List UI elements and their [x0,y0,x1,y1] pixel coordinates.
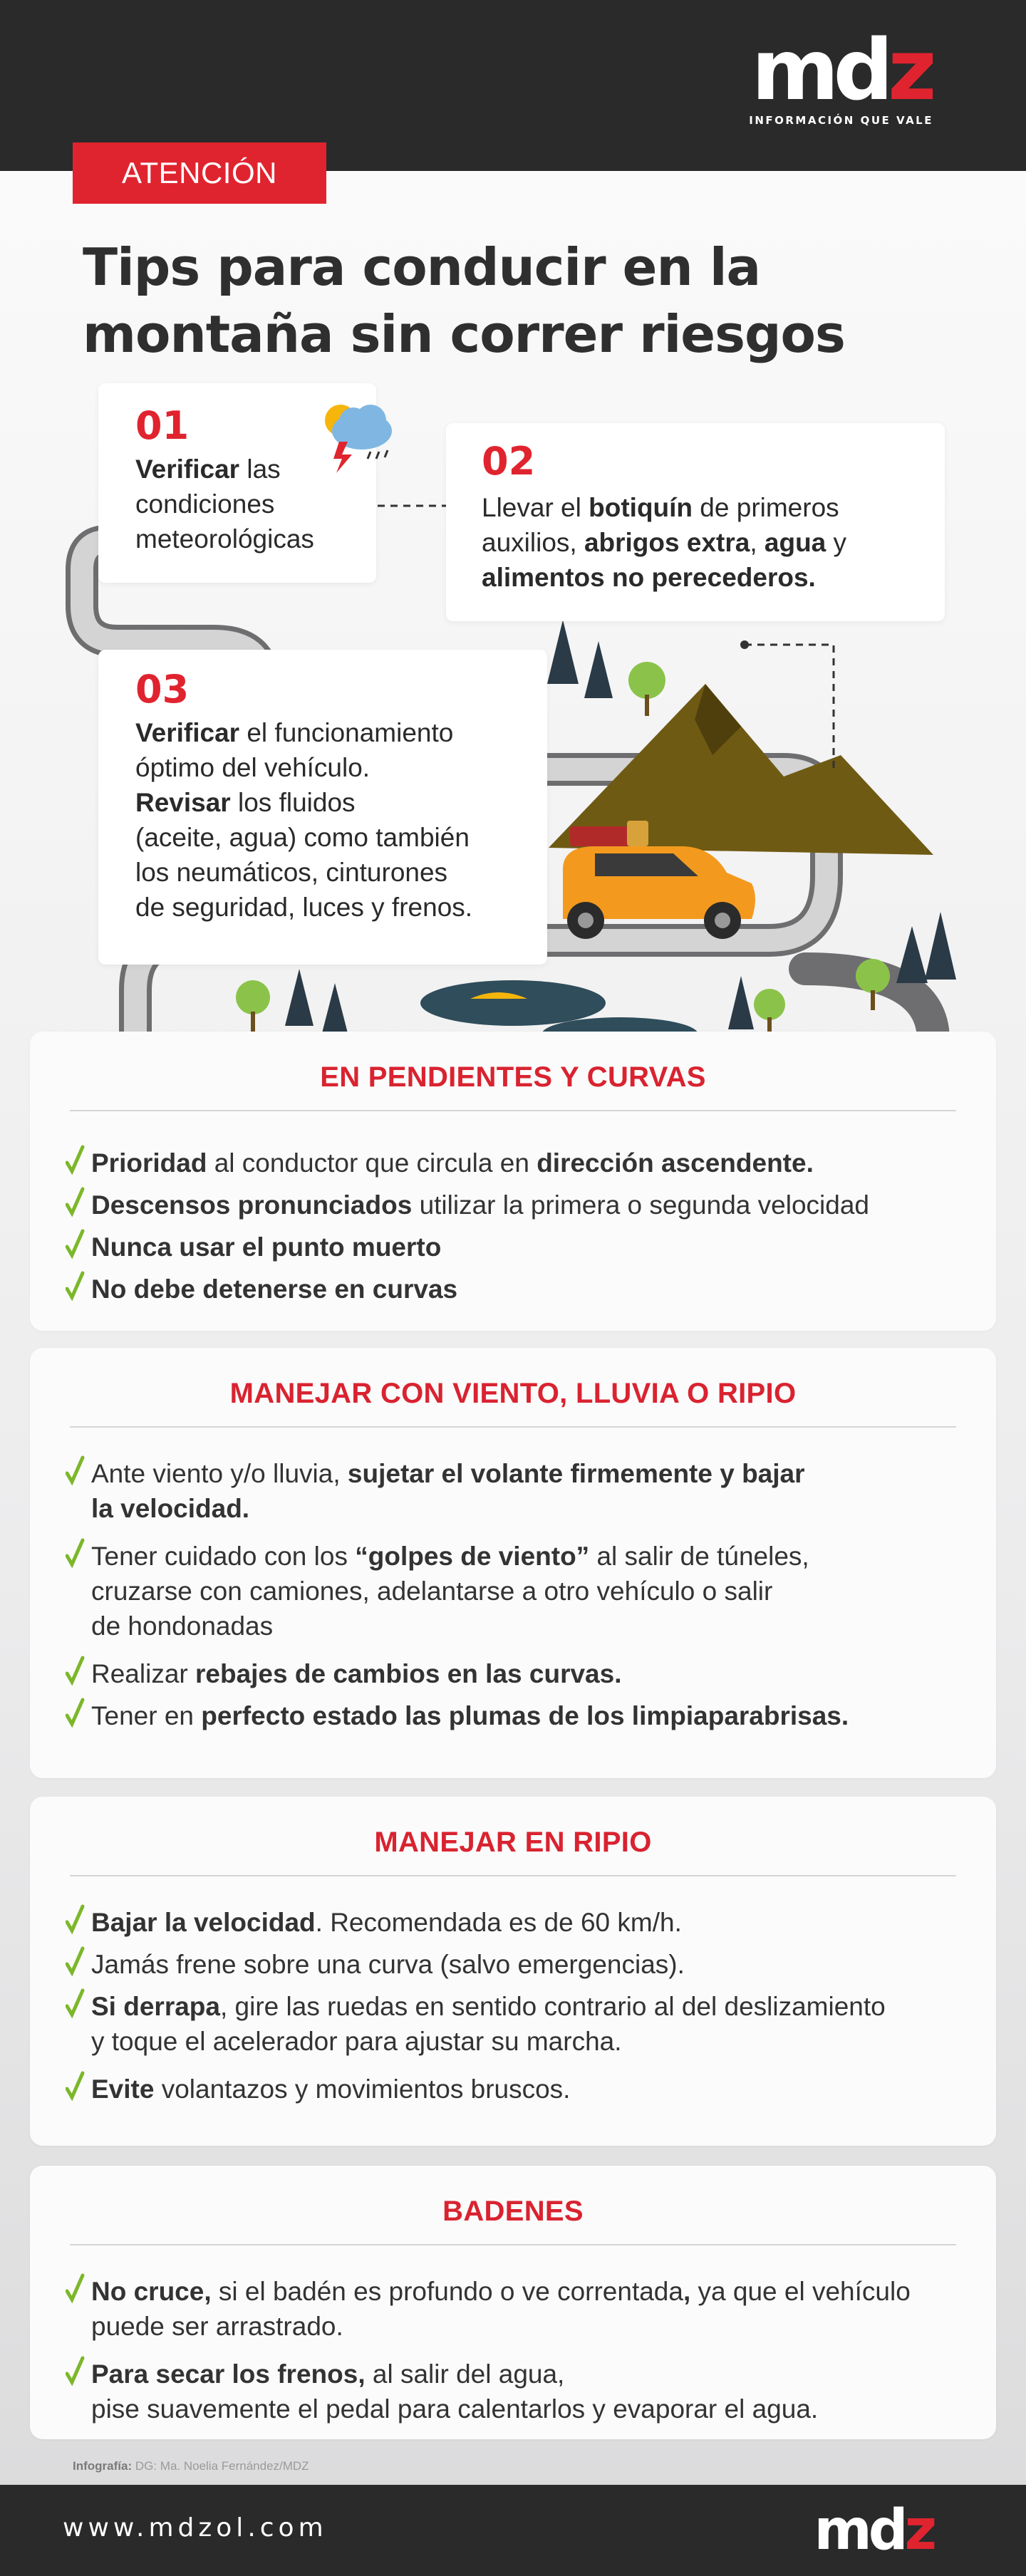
tip-span: los fluidos [230,788,356,817]
footer-bar [0,2485,1026,2576]
list-item-line [91,1989,975,2024]
section-list [66,2274,975,2439]
section-list [66,1146,975,1314]
logo-md: md [751,21,888,119]
tip-span: y [826,528,847,557]
tip-line: óptimo del vehículo. [135,753,370,782]
list-item-line [91,1188,975,1222]
tip-line: de seguridad, luces y frenos. [135,893,473,922]
checkmark-icon [66,1944,86,1980]
tip-bold: abrigos extra [584,528,750,557]
connector-dot [740,640,749,649]
checkmark-icon [66,1695,86,1731]
section-title: EN PENDIENTES Y CURVAS [320,1061,706,1093]
list-item-line [91,2357,975,2391]
bold-text: Nunca usar el punto muerto [91,1232,442,1262]
logo-tagline: INFORMACIÓN QUE VALE [749,114,933,127]
tip-bold: alimentos no perecederos. [482,563,816,592]
section-list [66,1905,975,2114]
tip-line [135,715,542,750]
tip-line [482,560,931,595]
text-span: al salir de túneles, [589,1542,809,1571]
footer-mdz-logo[interactable] [814,2500,933,2560]
list-item [66,2072,975,2107]
logo-wordmark [749,21,933,119]
list-item-line [91,1656,975,1691]
list-item-line [91,1230,975,1264]
text-span: cruzarse con camiones, adelantarse a otro vehículo o salir [91,1577,773,1606]
list-item [66,1456,975,1526]
section-card-pendientes [30,1032,996,1331]
tip-line: (aceite, agua) como también [135,823,470,852]
bold-text: Bajar la velocidad [91,1908,316,1937]
lake [420,980,606,1026]
section-divider [70,1875,956,1876]
tip-text [482,490,931,595]
bold-text: dirección ascendente. [537,1148,814,1178]
checkmark-icon [66,1453,86,1489]
text-span: Realizar [91,1659,195,1688]
list-item-line [91,1539,975,1574]
tip-line: condiciones [135,489,275,519]
checkmark-icon [66,1269,86,1304]
tip-span: las [239,455,281,484]
checkmark-icon [66,1143,86,1178]
section-divider [70,1426,956,1428]
bold-text: Para secar los frenos, [91,2359,366,2389]
checkmark-icon [66,2271,86,2307]
text-span: Jamás frene sobre una curva (salvo emergencias). [91,1950,685,1979]
list-item-line [91,1574,975,1609]
list-item [66,1188,975,1222]
bold-text: “golpes de viento” [355,1542,590,1571]
section-list [66,1456,975,1740]
text-span: Ante viento y/o lluvia, [91,1459,348,1488]
list-item [66,1698,975,1733]
checkmark-icon [66,2354,86,2389]
logo-z: z [887,21,931,119]
checkmark-icon [66,1986,86,2022]
tip-line [482,525,931,560]
tip-bold: Revisar [135,788,231,817]
credit-label: Infografía: [73,2459,133,2473]
list-item [66,1146,975,1180]
list-item-line [91,2024,975,2059]
tip-span: Llevar el [482,493,589,522]
bold-text: , [683,2277,691,2306]
list-item [66,1947,975,1982]
section-card-badenes [30,2166,996,2439]
section-divider [70,2244,956,2245]
checkmark-icon [66,1653,86,1689]
tip-span: de primeros [693,493,839,522]
credit-text: DG: Ma. Noelia Fernández/MDZ [132,2459,309,2473]
list-item [66,1656,975,1691]
tip-span: auxilios, [482,528,584,557]
bold-text: Si derrapa [91,1992,220,2021]
section-card-ripio [30,1797,996,2146]
tip-line: los neumáticos, cinturones [135,858,448,887]
text-span: , gire las ruedas en sentido contrario al del deslizamiento [219,1992,886,2021]
text-span: volantazos y movimientos bruscos. [154,2074,571,2104]
section-title: BADENES [442,2196,584,2227]
list-item [66,1230,975,1264]
checkmark-icon [66,1185,86,1220]
bold-text: No cruce, [91,2277,212,2306]
bold-text: rebajes de cambios en las curvas. [195,1659,622,1688]
section-divider [70,1110,956,1111]
checkmark-icon [66,1902,86,1938]
text-span: al salir del agua, [365,2359,565,2389]
bold-text: la velocidad. [91,1494,250,1523]
tip-number: 01 [135,403,190,448]
list-item [66,2274,975,2344]
list-item-line [91,2309,975,2344]
attention-badge: ATENCIÓN [73,142,326,204]
tip-number: 03 [135,667,190,712]
text-span: . Recomendada es de 60 km/h. [315,1908,682,1937]
list-item [66,1905,975,1940]
tip-line [482,490,931,525]
bold-text: Evite [91,2074,155,2104]
bold-text: Prioridad [91,1148,207,1178]
list-item-line [91,1491,975,1526]
checkmark-icon [66,1227,86,1262]
text-span: ya que el vehículo [690,2277,911,2306]
title-line-1: Tips para conducir en la [83,237,761,297]
list-item-line [91,1905,975,1940]
text-span: puede ser arrastrado. [91,2312,343,2341]
site-url-link[interactable]: www.mdzol.com [63,2513,328,2543]
tip-bold: Verificar [135,455,240,484]
checkmark-icon [66,1536,86,1572]
tip-bold: agua [764,528,826,557]
section-title: MANEJAR CON VIENTO, LLUVIA O RIPIO [229,1378,797,1409]
list-item-line [91,1698,975,1733]
list-item-line [91,2274,975,2309]
storm-cloud-icon [319,399,405,477]
title-line-2: montaña sin correr riesgos [83,304,845,364]
text-span: al conductor que circula en [207,1148,537,1178]
tip-bold: Verificar [135,718,240,747]
section-title: MANEJAR EN RIPIO [374,1827,652,1858]
bold-text: No debe detenerse en curvas [91,1274,458,1304]
list-item [66,1539,975,1643]
list-item-line [91,1609,975,1643]
text-span: y toque el acelerador para ajustar su marcha. [91,2027,622,2056]
tip-bold: botiquín [589,493,693,522]
text-span: de hondonadas [91,1611,274,1641]
text-span: pise suavemente el pedal para calentarlos y evaporar el agua. [91,2394,819,2424]
list-item-line [91,1272,975,1307]
text-span: utilizar la primera o segunda velocidad [412,1190,869,1220]
checkmark-icon [66,2069,86,2104]
bold-text: Descensos pronunciados [91,1190,413,1220]
list-item [66,2357,975,2426]
logo-md: md [814,2498,905,2562]
bold-text: sujetar el volante firmemente y bajar [347,1459,805,1488]
list-item-line [91,1456,975,1491]
text-span: Tener en [91,1701,202,1730]
tip-number: 02 [482,439,536,484]
section-card-viento [30,1348,996,1778]
tip-line: meteorológicas [135,524,314,554]
tip-line [135,785,542,820]
tip-text [135,715,542,925]
bold-text: perfecto estado las plumas de los limpiaparabrisas. [201,1701,849,1730]
tip-card-02 [446,423,945,621]
text-span: si el badén es profundo o ve correntada [211,2277,683,2306]
list-item-line [91,1146,975,1180]
logo-z: z [904,2498,933,2562]
list-item [66,1272,975,1307]
infographic-credit [73,2459,309,2473]
tip-span: el funcionamiento [239,718,454,747]
tip-card-03 [98,650,547,965]
list-item-line [91,2391,975,2426]
page-title [83,234,866,368]
list-item [66,1989,975,2059]
mdz-logo[interactable] [749,21,933,127]
list-item-line [91,2072,975,2107]
tip-span: , [750,528,765,557]
list-item-line [91,1947,975,1982]
text-span: Tener cuidado con los [91,1542,356,1571]
